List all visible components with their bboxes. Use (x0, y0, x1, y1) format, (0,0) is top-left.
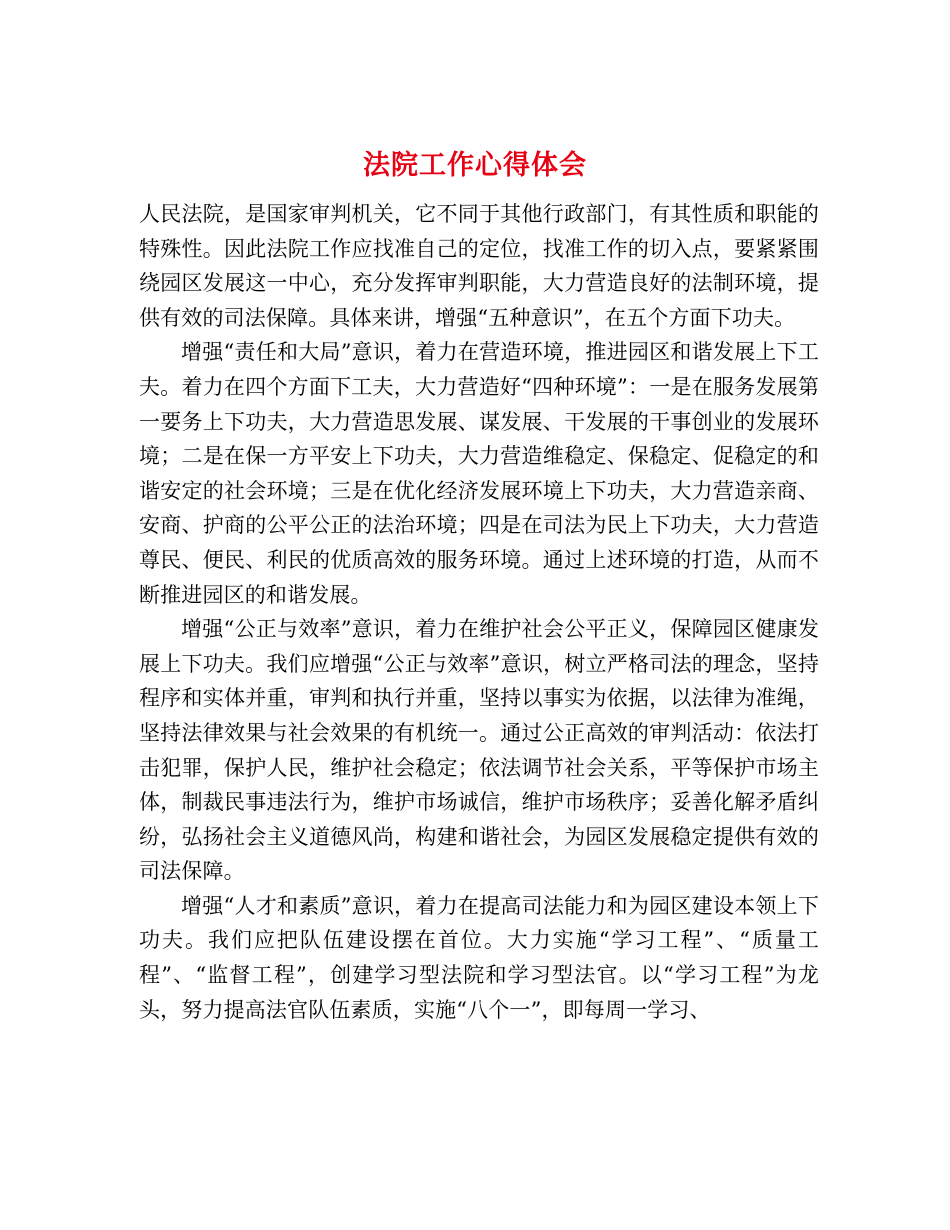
document-body (139, 197, 819, 1027)
paragraph-talent-quality: 增强“人才和素质”意识，着力在提高司法能力和为园区建设本领上下功夫。我们应把队伍建设摆在首位。大力实施“学习工程”、“质量工程”、“监督工程”，创建学习型法院和学习型法官。以“学习工程”为龙头，努力提高法官队伍素质，实施“八个一”，即每周一学习、 (139, 893, 819, 1022)
paragraph-justice-efficiency: 增强“公正与效率”意识，着力在维护社会公平正义，保障园区健康发展上下功夫。我们应增强“公正与效率”意识，树立严格司法的理念，坚持程序和实体并重，审判和执行并重，坚持以事实为依据，以法律为准绳，坚持法律效果与社会效果的有机统一。通过公正高效的审判活动：依法打击犯罪，保护人民，维护社会稳定；依法调节社会关系，平等保护市场主体，制裁民事违法行为，维护市场诚信，维护市场秩序；妥善化解矛盾纠纷，弘扬社会主义道德风尚，构建和谐社会，为园区发展稳定提供有效的司法保障。 (139, 617, 819, 884)
paragraph-intro: 人民法院，是国家审判机关，它不同于其他行政部门，有其性质和职能的特殊性。因此法院工作应找准自己的定位，找准工作的切入点，要紧紧围绕园区发展这一中心，充分发挥审判职能，大力营造良好的法制环境，提供有效的司法保障。具体来讲，增强“五种意识”，在五个方面下功夫。 (139, 202, 819, 330)
paragraph-responsibility: 增强“责任和大局”意识，着力在营造环境，推进园区和谐发展上下工夫。着力在四个方面下工夫，大力营造好“四种环境”：一是在服务发展第一要务上下功夫，大力营造思发展、谋发展、干发展的干事创业的发展环境；二是在保一方平安上下功夫，大力营造维稳定、保稳定、促稳定的和谐安定的社会环境；三是在优化经济发展环境上下功夫，大力营造亲商、安商、护商的公平公正的法治环境；四是在司法为民上下功夫，大力营造尊民、便民、利民的优质高效的服务环境。通过上述环境的打造，从而不断推进园区的和谐发展。 (139, 340, 819, 607)
document-title: 法院工作心得体会 (363, 150, 587, 182)
